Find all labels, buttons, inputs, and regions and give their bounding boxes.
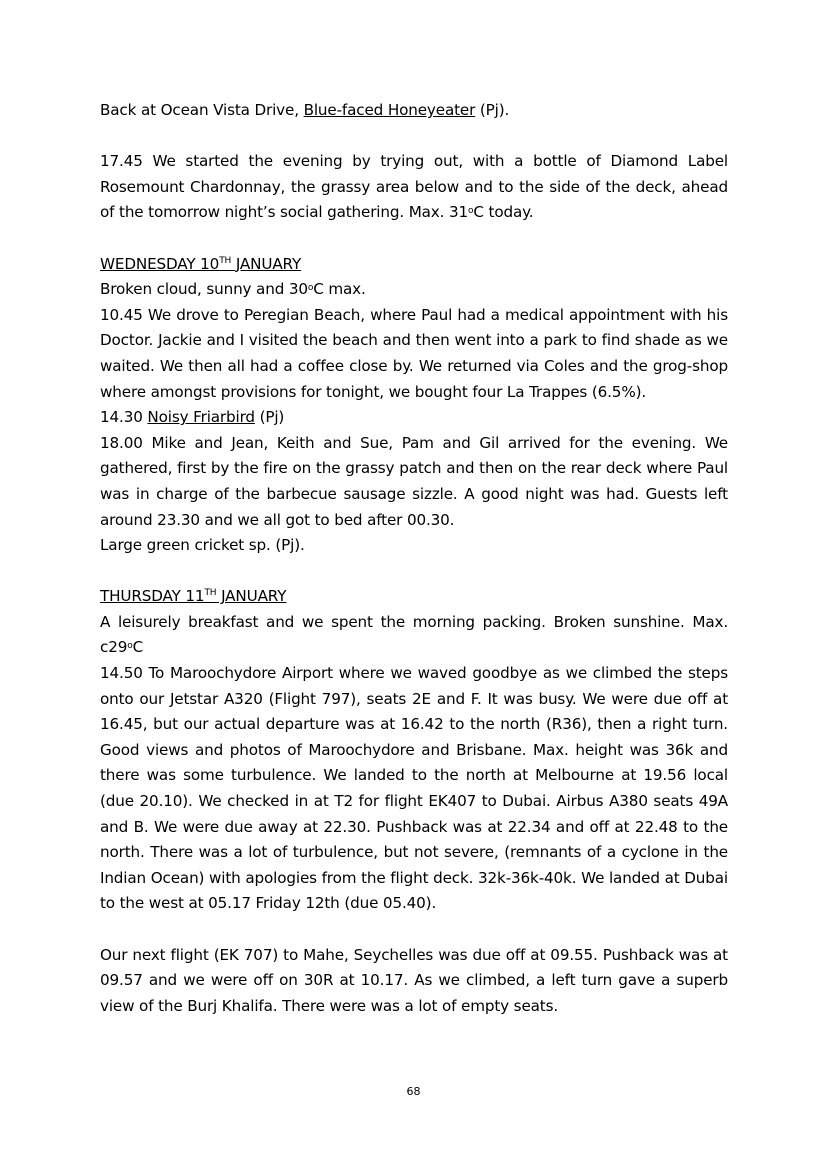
wednesday-cricket-entry: Large green cricket sp. (Pj). [100,536,305,555]
spacer [100,559,728,585]
evening-1745-entry: 17.45 We started the evening by trying out, with a bottle of Diamond Label Rosemount Chardonnay, the grassy area below and to the side of the deck, ahead of the tomorrow night’s social gathering. Max. 31$^o$C today. [100,152,728,222]
diary-page [100,98,728,1019]
heading-thursday: THURSDAY 11TH JANUARY [100,587,287,606]
spacer [100,124,728,150]
page-number: 68 [406,1085,421,1098]
wednesday-1045-entry: 10.45 We drove to Peregian Beach, where Paul had a medical appointment with his Doctor. Jackie and I visited the beach and then went into a park to find shade as we waited. We then all had a coffee close by. We returned via Coles and the grog-shop where amongst provisions for tonight, we bought four La Trappes (6.5%). [100,305,728,401]
wednesday-1430-entry: 14.30 Noisy Friarbird (Pj) [100,408,285,427]
ocean-vista-entry: Back at Ocean Vista Drive, Blue-faced Honeyeater (Pj). [100,101,510,119]
wednesday-weather: Broken cloud, sunny and 30$^o$C max. [100,280,366,299]
spacer [100,226,728,252]
thursday-1450-entry: 14.50 To Maroochydore Airport where we waved goodbye as we climbed the steps onto our Jetstar A320 (Flight 797), seats 2E and F. It was busy. We were due off at 16.45, but our actual departure was at 16.42 to the north (R36), then a right turn. Good views and photos of Maroochydore and Brisbane. Max. height was 36k and there was some turbulence. We landed to the north at Melbourne at 19.56 local (due 20.10). We checked in at T2 for flight EK407 to Dubai. Airbus A380 seats 49A and B. We were due away at 22.30. Pushback was at 22.34 and off at 22.48 to the north. There was a lot of turbulence, but not severe, (remnants of a cyclone in the Indian Ocean) with apologies from the flight deck. 32k-36k-40k. We landed at Dubai to the west at 05.17 Friday 12th (due 05.40). [100,664,728,913]
spacer [100,917,728,943]
heading-wednesday: WEDNESDAY 10TH JANUARY [100,254,302,273]
next-flight-entry: Our next flight (EK 707) to Mahe, Seychelles was due off at 09.55. Pushback was at 09.57 and we were off on 30R at 10.17. As we climbed, a left turn gave a superb view of the Burj Khalifa. There were was a lot of empty seats. [100,945,728,1015]
wednesday-1800-entry: 18.00 Mike and Jean, Keith and Sue, Pam and Gil arrived for the evening. We gathered, first by the fire on the grassy patch and then on the rear deck where Paul was in charge of the barbecue sausage sizzle. A good night was had. Guests left around 23.30 and we all got to bed after 00.30. [100,433,728,529]
thursday-breakfast-entry: A leisurely breakfast and we spent the morning packing. Broken sunshine. Max. c29$^o$C [100,612,728,657]
bird-noisy-friarbird: Noisy Friarbird [147,408,255,427]
bird-blue-faced-honeyeater: Blue-faced Honeyeater [303,101,476,119]
